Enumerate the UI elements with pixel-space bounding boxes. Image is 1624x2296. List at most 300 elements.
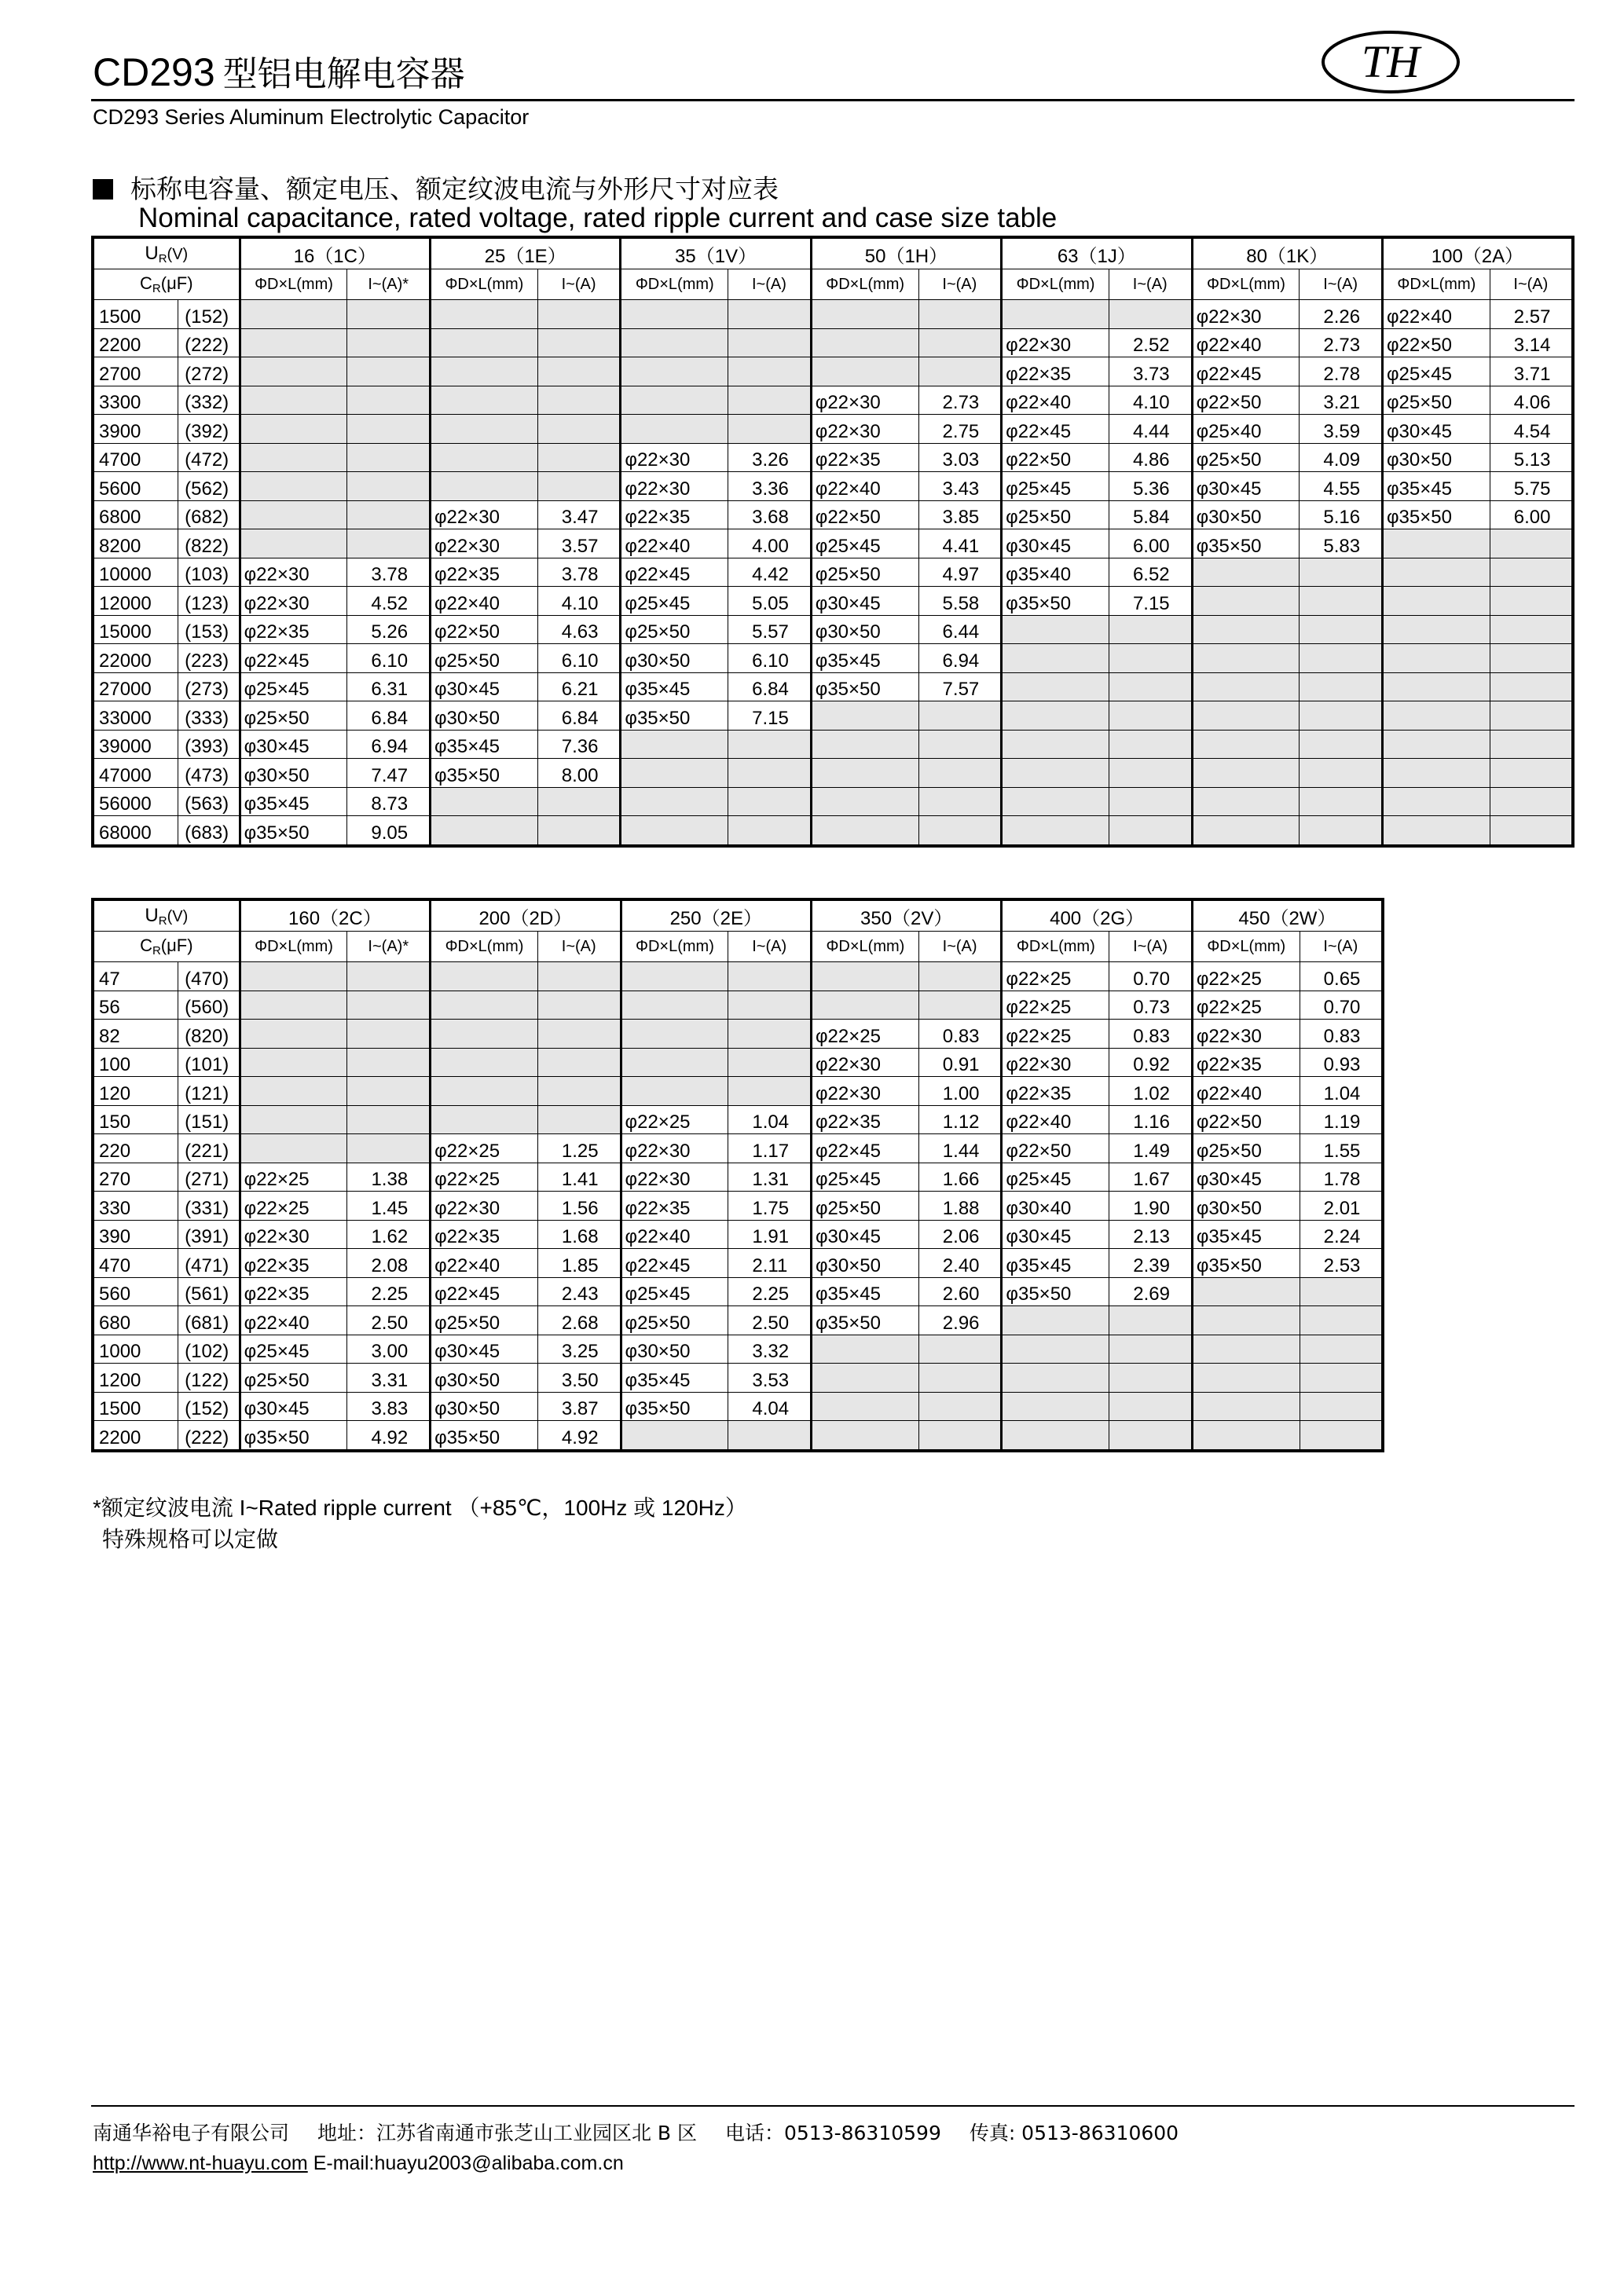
ripple-current-cell [347,472,431,501]
current-column-header: I~(A) [1109,269,1192,300]
capacitance-cell: 120 [93,1077,178,1106]
capacitance-code-cell: (391) [178,1220,240,1249]
company-email: E-mail:huayu2003@alibaba.com.cn [313,2152,624,2174]
case-size-cell: φ22×50 [1192,1105,1300,1134]
case-size-cell [240,328,347,357]
size-column-header: ΦD×L(mm) [1382,269,1490,300]
capacitance-cell: 82 [93,1020,178,1049]
notes [93,1492,747,1555]
case-size-cell [621,300,728,329]
case-size-cell [431,1020,538,1049]
ripple-current-cell [1109,644,1192,673]
voltage-header: 25（1E） [430,237,620,269]
capacitance-code-cell: (273) [178,672,240,701]
ripple-current-cell: 6.94 [918,644,1002,673]
voltage-header: 35（1V） [621,237,811,269]
ripple-current-cell: 4.92 [347,1421,431,1451]
case-size-cell [431,991,538,1020]
case-size-cell [621,730,728,759]
table-row [93,357,1573,386]
capacitance-cell: 390 [93,1220,178,1249]
ripple-current-cell [537,787,621,816]
case-size-cell [430,386,537,415]
ripple-current-cell [918,1364,1002,1393]
website-link[interactable]: http://www.nt-huayu.com [93,2152,308,2174]
capacitance-code-cell: (561) [178,1277,240,1306]
current-column-header: I~(A)* [347,932,431,962]
ripple-current-cell: 2.40 [918,1249,1002,1278]
case-size-cell: φ22×25 [240,1192,347,1221]
case-size-cell [1382,787,1490,816]
square-bullet-icon [93,179,113,200]
case-size-cell [621,1421,728,1451]
case-size-cell: φ22×25 [431,1134,538,1163]
case-size-cell [1382,730,1490,759]
voltage-header: 100（2A） [1382,237,1573,269]
capacitance-code-cell: (222) [178,328,240,357]
ur-label: $U_R(V)$ [93,899,240,932]
ripple-current-cell [1109,672,1192,701]
table-row [93,1048,1383,1077]
table-row [93,787,1573,816]
case-size-cell: φ22×45 [621,1249,728,1278]
case-size-cell [240,415,347,444]
ripple-current-cell [1300,1306,1383,1335]
capacitance-cell: 1500 [93,300,178,329]
ripple-current-cell [537,1077,621,1106]
ripple-current-cell: 0.83 [1300,1020,1383,1049]
ripple-current-cell [347,991,431,1020]
case-size-cell: φ22×35 [431,1220,538,1249]
ripple-current-cell [728,386,812,415]
case-size-cell [240,500,347,529]
case-size-cell: φ25×50 [1002,500,1109,529]
ripple-current-cell: 6.84 [347,701,431,731]
case-size-cell [240,443,347,472]
case-size-cell: φ30×50 [240,759,347,788]
capacitance-cell: 560 [93,1277,178,1306]
case-size-cell: φ22×40 [621,529,728,558]
case-size-cell: φ22×25 [1002,962,1109,991]
ripple-current-cell [347,386,431,415]
case-size-cell: φ30×45 [430,672,537,701]
case-size-cell: φ22×40 [621,1220,728,1249]
case-size-cell [431,1105,538,1134]
ripple-current-cell [1300,644,1383,673]
case-size-cell: φ35×45 [811,644,918,673]
ripple-current-cell [537,328,621,357]
case-size-cell: φ30×45 [1382,415,1490,444]
case-size-cell [1002,615,1109,644]
case-size-cell [431,1077,538,1106]
case-size-cell [1002,300,1109,329]
ripple-current-cell: 3.78 [537,558,621,587]
capacitance-code-cell: (332) [178,386,240,415]
capacitance-cell: 2700 [93,357,178,386]
ripple-current-cell: 3.14 [1490,328,1573,357]
capacitance-code-cell: (103) [178,558,240,587]
ripple-current-cell [1109,1392,1193,1421]
case-size-cell: φ35×45 [811,1277,918,1306]
ripple-current-cell: 3.78 [347,558,431,587]
case-size-cell [430,300,537,329]
ripple-current-cell [1300,587,1383,616]
case-size-cell: φ25×45 [811,1163,918,1192]
ripple-current-cell: 6.52 [1109,558,1192,587]
case-size-cell: φ35×45 [1192,1220,1300,1249]
case-size-cell: φ25×50 [431,1306,538,1335]
cr-label: $C_R(\mu F)$ [93,269,240,300]
case-size-cell: φ22×30 [1002,1048,1109,1077]
ripple-current-cell: 1.75 [728,1192,812,1221]
header-rule [91,99,1575,101]
section-title-en: Nominal capacitance, rated voltage, rated ripple current and case size table [138,203,1058,233]
case-size-cell: φ22×30 [621,472,728,501]
case-size-cell [621,787,728,816]
case-size-cell: φ25×50 [1192,1134,1300,1163]
size-column-header: ΦD×L(mm) [1002,269,1109,300]
ripple-current-cell: 4.09 [1300,443,1383,472]
case-size-cell: φ30×45 [240,1392,347,1421]
case-size-cell: φ22×40 [240,1306,347,1335]
case-size-cell: φ35×45 [1382,472,1490,501]
capacitance-cell: 2200 [93,1421,178,1451]
case-size-cell: φ22×40 [1002,386,1109,415]
case-size-cell [240,1134,347,1163]
case-size-cell [430,472,537,501]
case-size-cell [1002,644,1109,673]
case-size-cell [1382,615,1490,644]
table-row [93,991,1383,1020]
ripple-current-cell [1300,759,1383,788]
ripple-current-cell: 2.96 [918,1306,1002,1335]
capacitance-code-cell: (562) [178,472,240,501]
case-size-cell [621,1020,728,1049]
table-row [93,1249,1383,1278]
case-size-cell: φ25×45 [1002,472,1109,501]
case-size-cell [1192,1277,1300,1306]
ripple-current-cell: 2.57 [1490,300,1573,329]
ripple-current-cell [537,991,621,1020]
ripple-current-cell: 7.15 [1109,587,1192,616]
case-size-cell [621,816,728,846]
case-size-cell [1192,558,1300,587]
ripple-current-cell [918,300,1002,329]
case-size-cell: φ30×45 [811,1220,918,1249]
ripple-current-cell: 1.19 [1300,1105,1383,1134]
ripple-current-cell [728,730,812,759]
case-size-cell [811,300,918,329]
size-column-header: ΦD×L(mm) [240,269,347,300]
ripple-current-cell [1109,1421,1193,1451]
capacitance-cell: 270 [93,1163,178,1192]
case-size-cell: φ35×50 [240,816,347,846]
ripple-current-cell: 6.44 [918,615,1002,644]
ripple-current-cell [728,1048,812,1077]
ripple-current-cell: 3.68 [728,500,812,529]
ripple-current-cell: 1.02 [1109,1077,1193,1106]
ripple-current-cell: 6.21 [537,672,621,701]
ripple-current-cell: 0.65 [1300,962,1383,991]
case-size-cell [430,328,537,357]
table-row [93,386,1573,415]
ripple-current-cell [1490,701,1573,731]
case-size-cell: φ25×45 [1382,357,1490,386]
table-row [93,1364,1383,1393]
case-size-cell [1382,587,1490,616]
table-row [93,701,1573,731]
case-size-cell: φ35×45 [621,1364,728,1393]
ripple-current-cell: 4.63 [537,615,621,644]
current-column-header: I~(A) [1490,269,1573,300]
capacitance-cell: 56 [93,991,178,1020]
ripple-current-cell: 2.06 [918,1220,1002,1249]
ripple-current-cell [537,415,621,444]
table-row [93,1192,1383,1221]
case-size-cell [621,415,728,444]
ripple-current-cell: 7.57 [918,672,1002,701]
ripple-current-cell [347,1020,431,1049]
case-size-cell: φ22×40 [1382,300,1490,329]
case-size-cell [1382,816,1490,846]
capacitance-cell: 4700 [93,443,178,472]
ripple-current-cell [537,300,621,329]
case-size-cell: φ30×50 [431,1364,538,1393]
case-size-cell: φ22×40 [1192,1077,1300,1106]
ripple-current-cell [1300,672,1383,701]
case-size-cell [1002,816,1109,846]
case-size-cell [1002,1364,1109,1393]
capacitance-code-cell: (820) [178,1020,240,1049]
case-size-cell: φ22×30 [240,1220,347,1249]
table-row [93,615,1573,644]
ripple-current-cell: 5.57 [728,615,812,644]
ripple-current-cell: 2.50 [728,1306,812,1335]
ripple-current-cell [1490,615,1573,644]
voltage-header: 250（2E） [621,899,811,932]
case-size-cell: φ22×50 [811,500,918,529]
ripple-current-cell: 1.00 [918,1077,1002,1106]
case-size-cell: φ22×40 [1192,328,1300,357]
size-column-header: ΦD×L(mm) [430,269,537,300]
case-size-cell: φ35×50 [811,672,918,701]
case-size-cell: φ22×25 [621,1105,728,1134]
voltage-header: 400（2G） [1002,899,1192,932]
case-size-cell [621,962,728,991]
capacitance-cell: 12000 [93,587,178,616]
ripple-current-cell: 1.38 [347,1163,431,1192]
case-size-cell: φ22×35 [240,615,347,644]
ripple-current-cell [1490,816,1573,846]
case-size-cell: φ30×45 [1192,1163,1300,1192]
case-size-cell [240,1048,347,1077]
ripple-current-cell: 1.04 [1300,1077,1383,1106]
ripple-current-cell [347,529,431,558]
case-size-cell [1002,701,1109,731]
case-size-cell: φ25×45 [240,672,347,701]
ripple-current-cell [728,787,812,816]
ripple-current-cell [728,962,812,991]
case-size-cell: φ22×45 [1192,357,1300,386]
ripple-current-cell: 4.86 [1109,443,1192,472]
capacitance-code-cell: (682) [178,500,240,529]
ripple-current-cell: 2.53 [1300,1249,1383,1278]
ripple-current-cell: 0.83 [918,1020,1002,1049]
case-size-cell: φ22×50 [1382,328,1490,357]
case-size-cell: φ35×50 [240,1421,347,1451]
ripple-current-cell: 3.00 [347,1335,431,1364]
case-size-cell [1192,1335,1300,1364]
voltage-header: 160（2C） [240,899,430,932]
case-size-cell: φ30×45 [431,1335,538,1364]
ripple-current-cell: 2.75 [918,415,1002,444]
section-title-cn: 标称电容量、额定电压、额定纹波电流与外形尺寸对应表 [93,169,779,206]
case-size-cell [1002,787,1109,816]
case-size-cell: φ30×50 [1192,500,1300,529]
ripple-current-cell: 1.12 [918,1105,1002,1134]
case-size-cell [811,787,918,816]
ripple-current-cell: 9.05 [347,816,431,846]
ripple-current-cell: 4.42 [728,558,812,587]
company-phone: 电话：0513-86310599 [724,2122,941,2144]
case-size-cell: φ22×25 [1192,991,1300,1020]
capacitance-cell: 33000 [93,701,178,731]
capacitance-cell: 15000 [93,615,178,644]
ripple-current-cell [728,816,812,846]
ripple-current-cell: 3.53 [728,1364,812,1393]
ripple-current-cell: 2.43 [537,1277,621,1306]
ripple-current-cell [1300,1364,1383,1393]
size-column-header: ΦD×L(mm) [1192,269,1300,300]
ripple-current-cell [1109,615,1192,644]
size-column-header: ΦD×L(mm) [240,932,347,962]
voltage-header-row [93,899,1383,932]
ripple-current-cell: 0.70 [1300,991,1383,1020]
case-size-cell: φ35×50 [811,1306,918,1335]
case-size-cell [621,1048,728,1077]
ripple-current-cell: 2.39 [1109,1249,1193,1278]
voltage-header: 450（2W） [1192,899,1383,932]
ripple-current-cell: 2.50 [347,1306,431,1335]
table-row [93,962,1383,991]
case-size-cell: φ22×50 [1002,1134,1109,1163]
ripple-current-cell [347,357,431,386]
case-size-cell [811,991,918,1020]
ripple-current-cell: 4.10 [537,587,621,616]
ripple-current-cell [918,730,1002,759]
case-size-cell: φ25×50 [240,1364,347,1393]
case-size-cell [1002,1392,1109,1421]
case-size-cell: φ22×35 [1192,1048,1300,1077]
ripple-current-cell: 4.97 [918,558,1002,587]
ripple-current-cell [1490,730,1573,759]
case-size-cell: φ30×50 [621,644,728,673]
case-size-cell: φ25×50 [430,644,537,673]
current-column-header: I~(A) [728,269,812,300]
table-row [93,1421,1383,1451]
case-size-cell [1002,1421,1109,1451]
case-size-cell: φ22×35 [811,443,918,472]
case-size-cell: φ22×35 [621,1192,728,1221]
voltage-header: 63（1J） [1002,237,1192,269]
size-column-header: ΦD×L(mm) [621,932,728,962]
case-size-cell [240,962,347,991]
ripple-current-cell [918,1335,1002,1364]
ripple-current-cell [537,1020,621,1049]
voltage-header: 16（1C） [240,237,430,269]
ripple-current-cell [1300,615,1383,644]
ripple-current-note: *额定纹波电流 I~Rated ripple current （+85℃，100Hz 或 120Hz） [93,1496,747,1520]
ripple-current-cell: 2.78 [1300,357,1383,386]
case-size-cell: φ22×25 [811,1020,918,1049]
ripple-current-cell [728,415,812,444]
column-header-row [93,932,1383,962]
capacitance-code-cell: (102) [178,1335,240,1364]
size-column-header: ΦD×L(mm) [621,269,728,300]
ur-label: $U_R(V)$ [93,237,240,269]
ripple-current-cell: 1.25 [537,1134,621,1163]
ripple-current-cell [1109,1364,1193,1393]
case-size-cell: φ30×50 [811,615,918,644]
ripple-current-cell: 2.26 [1300,300,1383,329]
voltage-header: 80（1K） [1192,237,1382,269]
case-size-cell [811,701,918,731]
table-row [93,1277,1383,1306]
ripple-current-cell: 3.73 [1109,357,1192,386]
footer-web [93,2152,624,2175]
case-size-cell: φ25×50 [1192,443,1300,472]
case-size-cell: φ22×35 [811,1105,918,1134]
ripple-current-cell: 3.31 [347,1364,431,1393]
case-size-cell [1192,701,1300,731]
ripple-current-cell: 3.03 [918,443,1002,472]
case-size-cell: φ35×45 [621,672,728,701]
case-size-cell [811,1335,918,1364]
ripple-current-cell: 1.45 [347,1192,431,1221]
capacitance-cell: 470 [93,1249,178,1278]
case-size-cell: φ25×50 [811,1192,918,1221]
case-size-cell: φ22×30 [1192,300,1300,329]
voltage-header: 50（1H） [811,237,1001,269]
table-row [93,1105,1383,1134]
capacitance-cell: 3900 [93,415,178,444]
ripple-current-cell: 2.11 [728,1249,812,1278]
table-row [93,415,1573,444]
footer-contact [93,2118,1179,2146]
ripple-current-cell [728,357,812,386]
case-size-cell [1192,615,1300,644]
capacitance-code-cell: (331) [178,1192,240,1221]
case-size-cell: φ22×30 [621,1163,728,1192]
case-size-cell [811,962,918,991]
table-row [93,472,1573,501]
ripple-current-cell [347,1105,431,1134]
capacitance-code-cell: (393) [178,730,240,759]
ripple-current-cell [1300,1392,1383,1421]
cr-label: $C_R(\mu F)$ [93,932,240,962]
ripple-current-cell [1109,787,1192,816]
ripple-current-cell: 2.01 [1300,1192,1383,1221]
capacitance-code-cell: (152) [178,300,240,329]
ripple-current-cell [918,701,1002,731]
ripple-current-cell: 3.59 [1300,415,1383,444]
custom-spec-note: 特殊规格可以定做 [102,1526,279,1552]
case-size-cell: φ22×45 [431,1277,538,1306]
case-size-cell: φ22×45 [621,558,728,587]
capacitance-cell: 39000 [93,730,178,759]
current-column-header: I~(A) [537,269,621,300]
th-logo-icon [1320,28,1461,96]
